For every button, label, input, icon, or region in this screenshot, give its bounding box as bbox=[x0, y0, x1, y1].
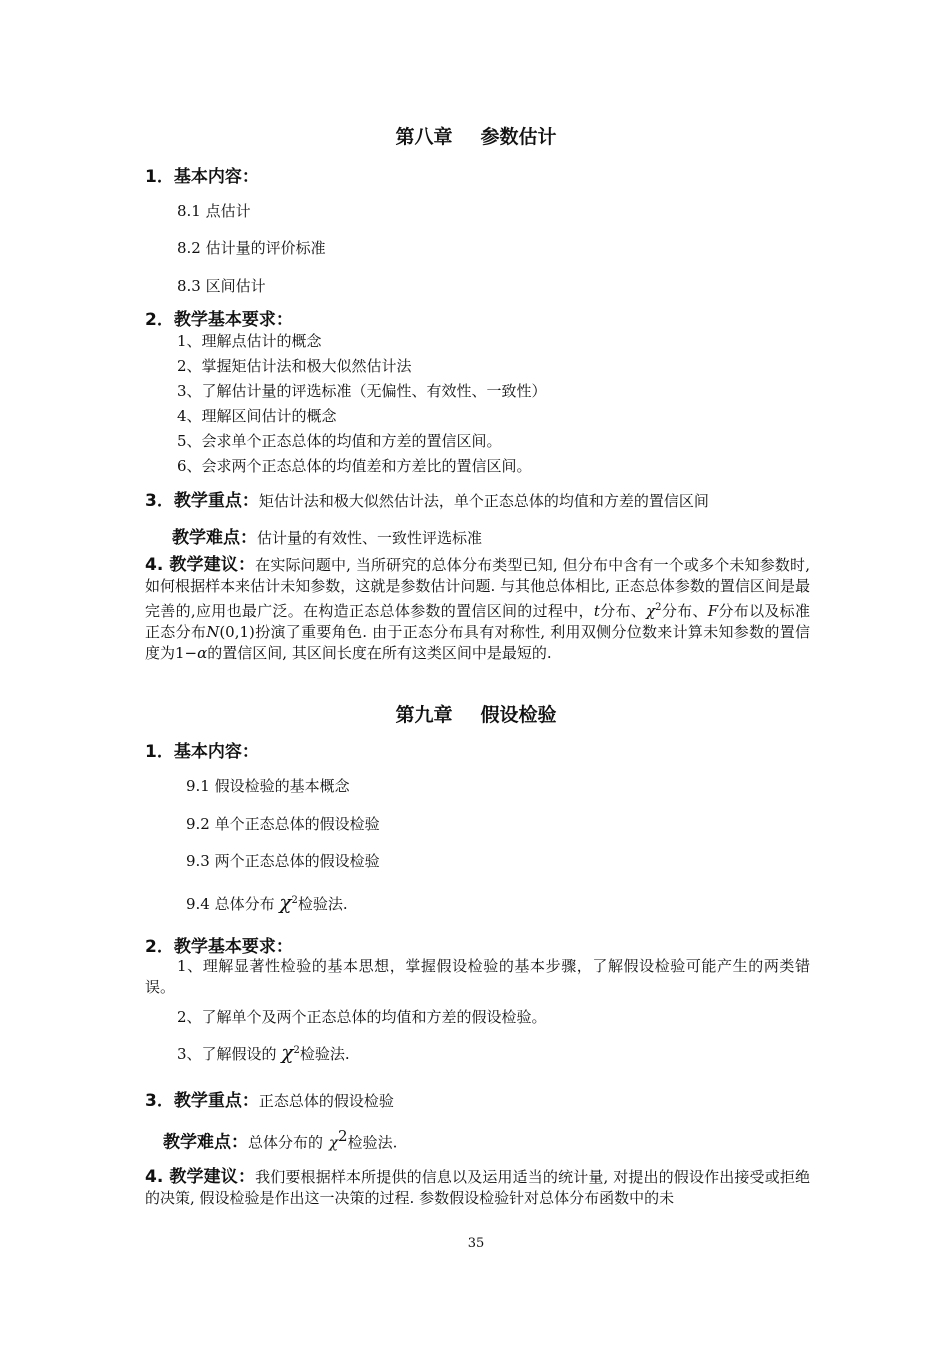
chapter-9-title bbox=[0, 700, 952, 727]
math-alpha: α bbox=[197, 644, 208, 662]
ch9-requirement-item: 2、了解单个及两个正态总体的均值和方差的假设检验。 bbox=[177, 1008, 547, 1026]
ch8-section-2-heading: 2．教学基本要求： bbox=[145, 310, 293, 330]
ch9-content-item: 9.2 单个正态总体的假设检验 bbox=[186, 815, 380, 833]
ch8-advice-label: 4. 教学建议： bbox=[145, 555, 256, 575]
page-number: 35 bbox=[467, 1236, 485, 1251]
ch8-requirement-item: 4、理解区间估计的概念 bbox=[177, 407, 337, 425]
math-superscript: 2 bbox=[293, 1045, 300, 1056]
ch9-content-item: 9.1 假设检验的基本概念 bbox=[186, 777, 350, 795]
math-one-minus: 1− bbox=[175, 644, 198, 662]
ch9-difficulty-label: 教学难点： bbox=[163, 1132, 248, 1153]
advice-text: 我们要根据样本所提供的信息以及运用适当的统计量, 对提出的假设作出接受或拒绝的决策, 假设检验是作出这一决策的过程. 参数假设检验针对总体分布函数中的未 bbox=[145, 1168, 810, 1207]
math-chi: χ bbox=[646, 602, 656, 620]
ch9-content-item bbox=[186, 890, 348, 914]
advice-text: 扮演了重要角色. 由于正态分布具有对称性, 利用双侧分位数来计算未知参数的置信度为 bbox=[145, 623, 810, 662]
ch8-teaching-advice bbox=[145, 555, 810, 664]
advice-text: 的置信区间, 其区间长度在所有这类区间中是最短的. bbox=[207, 644, 552, 662]
chapter-9-number: 第九章 bbox=[395, 704, 453, 726]
ch9-key-points-label: 3．教学重点： bbox=[145, 1091, 259, 1111]
math-N-args: (0,1) bbox=[219, 623, 255, 641]
math-t: t bbox=[593, 602, 600, 620]
ch8-difficulty-text: 估计量的有效性、一致性评选标准 bbox=[257, 529, 483, 547]
ch8-difficulty bbox=[172, 523, 482, 548]
item-text: 3、了解假设的 bbox=[177, 1045, 277, 1063]
math-chi: χ bbox=[281, 1040, 294, 1064]
ch9-requirement-item bbox=[177, 1040, 350, 1064]
chapter-8-number: 第八章 bbox=[395, 126, 453, 148]
advice-text: 分布、 bbox=[599, 602, 647, 620]
math-superscript: 2 bbox=[291, 895, 298, 906]
math-chi: χ bbox=[279, 890, 292, 914]
item-text: 检验法. bbox=[297, 895, 348, 913]
ch8-content-item: 8.3 区间估计 bbox=[177, 277, 266, 295]
ch8-section-1-heading: 1．基本内容： bbox=[145, 167, 259, 187]
ch8-difficulty-label: 教学难点： bbox=[172, 528, 257, 548]
ch9-difficulty-text: 总体分布的 bbox=[248, 1133, 324, 1152]
ch9-section-3-heading bbox=[145, 1086, 394, 1111]
ch8-key-points-label: 3．教学重点： bbox=[145, 491, 259, 511]
math-chi: χ bbox=[328, 1133, 339, 1152]
advice-text: 分布、 bbox=[661, 602, 708, 620]
math-N: N bbox=[206, 623, 220, 641]
ch9-difficulty bbox=[163, 1127, 397, 1153]
ch9-advice-label: 4. 教学建议： bbox=[145, 1167, 256, 1187]
ch8-requirement-item: 1、理解点估计的概念 bbox=[177, 332, 322, 350]
math-superscript: 2 bbox=[338, 1127, 348, 1145]
ch8-requirement-item: 5、会求单个正态总体的均值和方差的置信区间。 bbox=[177, 432, 502, 450]
item-text: 检验法. bbox=[299, 1045, 350, 1063]
item-text: 9.4 总体分布 bbox=[186, 895, 275, 913]
ch9-requirement-item: 1、理解显著性检验的基本思想，掌握假设检验的基本步骤，了解假设检验可能产生的两类错误。 bbox=[145, 957, 810, 996]
math-F: F bbox=[707, 602, 719, 620]
ch8-requirement-item: 6、会求两个正态总体的均值差和方差比的置信区间。 bbox=[177, 457, 532, 475]
ch9-section-1-heading: 1．基本内容： bbox=[145, 742, 259, 762]
ch8-key-points-text: 矩估计法和极大似然估计法，单个正态总体的均值和方差的置信区间 bbox=[258, 492, 709, 510]
math-superscript: 2 bbox=[655, 602, 662, 613]
ch8-requirement-item: 3、了解估计量的评选标准（无偏性、有效性、一致性） bbox=[177, 382, 547, 400]
ch8-content-item: 8.1 点估计 bbox=[177, 202, 251, 220]
chapter-9-name: 假设检验 bbox=[480, 704, 557, 726]
ch8-section-3-heading bbox=[145, 486, 709, 511]
advice-text: 分布以及标准正态分布 bbox=[145, 602, 810, 641]
ch9-difficulty-text: 检验法. bbox=[347, 1133, 398, 1152]
advice-text: 在实际问题中, 当所研究的总体分布类型已知, 但分布中含有一个或多个未知参数时, 如何根据样本来估计未知参数，这就是参数估计问题. 与其他总体相比, 正态总体参数的置信区间是最完善的,应用也最广泛。在构造正态总体参数的置信区间的过程中， bbox=[145, 556, 810, 620]
ch9-key-points-text: 正态总体的假设检验 bbox=[258, 1092, 394, 1110]
chapter-8-title bbox=[0, 122, 952, 149]
ch9-section-2-heading: 2．教学基本要求： bbox=[145, 937, 293, 957]
ch8-content-item: 8.2 估计量的评价标准 bbox=[177, 239, 326, 257]
chapter-8-name: 参数估计 bbox=[480, 126, 557, 148]
ch9-content-item: 9.3 两个正态总体的假设检验 bbox=[186, 852, 380, 870]
ch9-teaching-advice bbox=[145, 1167, 810, 1209]
ch8-requirement-item: 2、掌握矩估计法和极大似然估计法 bbox=[177, 357, 412, 375]
